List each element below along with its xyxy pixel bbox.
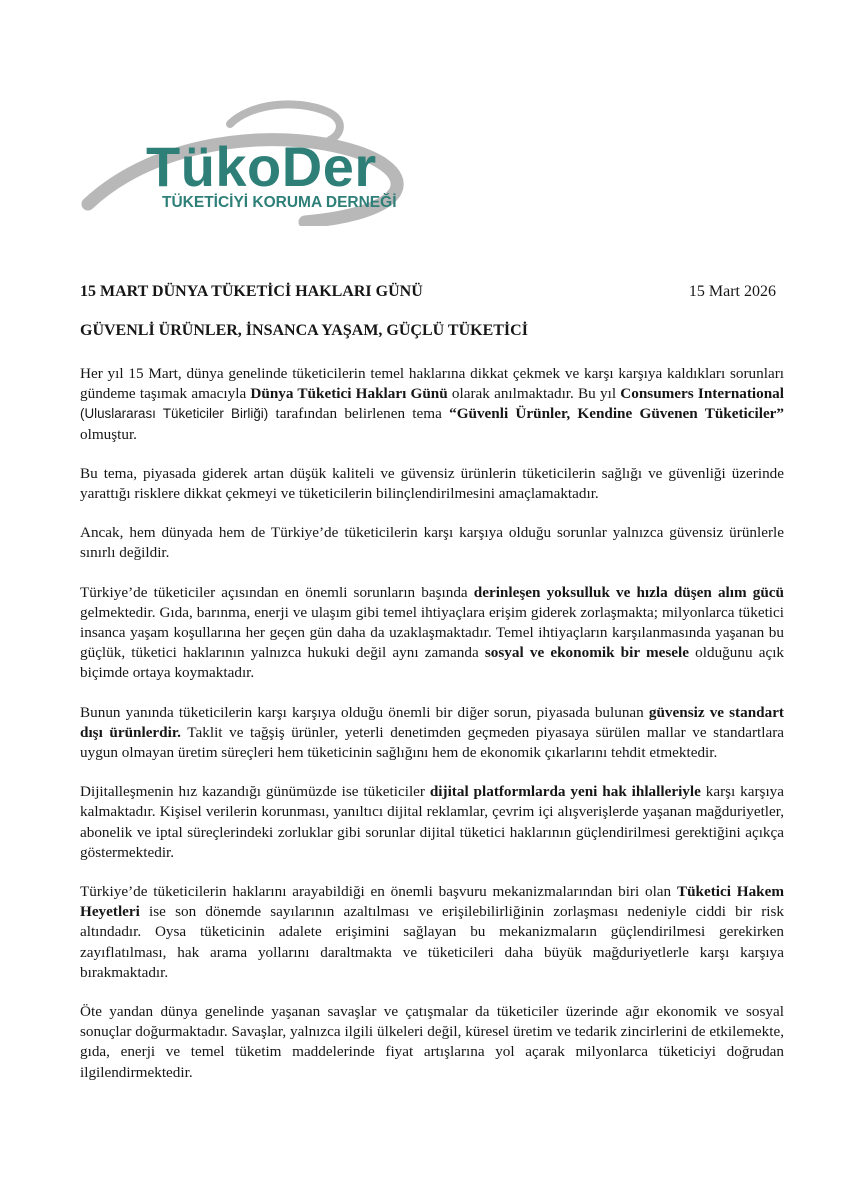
bold-run: “Güvenli Ürünler, Kendine Güvenen Tüketiciler” [449, 405, 785, 423]
text-run: Bunun yanında tüketicilerin karşı karşıya olduğu önemli bir diğer sorun, piyasada bulunan [80, 703, 649, 721]
bold-run: derinleşen yoksulluk ve hızla düşen alım gücü [473, 583, 784, 601]
text-run: olduğunu açık biçimde ortaya koymaktadır. [80, 644, 785, 682]
text-run: Her yıl 15 Mart, dünya genelinde tüketicilerin temel haklarına dikkat çekmek ve karşı karşıya kaldıkları sorunları gündeme taşımak amacıyla [80, 365, 784, 403]
text-run: Ancak, hem dünyada hem de Türkiye’de tüketicilerin karşı karşıya olduğu sorunlar yalnızca güvensiz ürünlerle sınırlı değildir. [80, 524, 784, 562]
paragraph-4 [80, 583, 784, 684]
paragraph-5 [80, 703, 784, 764]
bold-run: sosyal ve ekonomik bir mesele [484, 644, 689, 662]
bold-run: dijital platformlarda yeni hak ihlalleriyle [429, 783, 701, 801]
logo-wordmark: TükoDer [146, 135, 377, 198]
logo-tagline: TÜKETİCİYİ KORUMA DERNEĞİ [162, 194, 397, 211]
text-run: Türkiye’de tüketicilerin haklarını arayabildiği en önemli başvuru mekanizmalarından biri olan [80, 883, 677, 901]
tukoder-logo [80, 96, 460, 226]
document-header [80, 282, 780, 302]
sans-text-run: (Uluslararası Tüketiciler Birliği) [80, 406, 269, 422]
paragraph-1 [80, 364, 784, 445]
text-run: tarafından belirlenen tema [268, 405, 450, 423]
bold-run: Tüketici Hakem Heyetleri [80, 883, 784, 921]
text-run: gelmektedir. Gıda, barınma, enerji ve ulaşım gibi temel ihtiyaçlara erişim giderek zorlaşmakta; milyonlarca tüketici insanca yaşam koşullarına her geçen gün daha da uzaklaşmaktadır. Temel ihtiyaçların karşılanmasında yaşanan bu güçlük, tüketici haklarının yalnızca hukuki değil aynı zamanda [80, 603, 784, 662]
paragraph-2 [80, 464, 784, 504]
document-subtitle: GÜVENLİ ÜRÜNLER, İNSANCA YAŞAM, GÜÇLÜ TÜKETİCİ [80, 322, 528, 339]
logo-graphic [80, 96, 460, 226]
text-run: olarak anılmaktadır. Bu yıl [447, 385, 621, 403]
document-body [80, 364, 784, 1102]
text-run: Türkiye’de tüketiciler açısından en önemli sorunların başında [80, 583, 474, 601]
bold-run: Consumers International [620, 385, 784, 403]
text-run: olmuştur. [80, 425, 137, 443]
paragraph-6 [80, 782, 784, 863]
paragraph-7 [80, 882, 784, 983]
document-title: 15 MART DÜNYA TÜKETİCİ HAKLARI GÜNÜ [80, 283, 423, 300]
document-date: 15 Mart 2026 [688, 283, 776, 300]
text-run: Bu tema, piyasada giderek artan düşük kaliteli ve güvensiz ürünlerin tüketicilerin sağlığı ve güvenliği üzerinde yarattığı risklere dikkat çekmeyi ve tüketicilerin bilinçlendirilmesini amaçlamaktadır. [80, 464, 784, 503]
paragraph-8 [80, 1002, 784, 1083]
bold-run: güvensiz ve standart dışı ürünlerdir. [80, 703, 784, 741]
text-run: ise son dönemde sayılarının azaltılması ve erişilebilirliğinin zorlaşması nedeniyle ciddi bir risk altındadır. Oysa tüketicinin adalete erişimini sağlayan bu mekanizmaların güçlendirilmesi gerekirken zayıflatılması, hak arama yollarını daraltmakta ve tüketicileri daha büyük mağduriyetlerle karşı karşıya bırakmaktadır. [80, 903, 784, 981]
paragraph-3 [80, 523, 784, 563]
text-run: Taklit ve tağşiş ürünler, yeterli denetimden geçmeden piyasaya sürülen mallar ve standartlara uygun olmayan üretim süreçleri hem tüketicinin sağlığını hem de ekonomik çıkarlarını tehdit etmektedir. [80, 723, 784, 762]
bold-run: Dünya Tüketici Hakları Günü [250, 385, 448, 403]
text-run: Öte yandan dünya genelinde yaşanan savaşlar ve çatışmalar da tüketiciler üzerinde ağır ekonomik ve sosyal sonuçlar doğurmaktadır. Savaşlar, yalnızca ilgili ülkeleri değil, küresel üretim ve tedarik zincirlerini de etkilemekte, gıda, enerji ve temel tüketim maddelerinde fiyat artışlarına yol açarak milyonlarca tüketiciyi doğrudan ilgilendirmektedir. [80, 1003, 784, 1081]
text-run: Dijitalleşmenin hız kazandığı günümüzde ise tüketiciler [80, 783, 430, 801]
text-run: karşı karşıya kalmaktadır. Kişisel verilerin korunması, yanıltıcı dijital reklamlar, çevrim içi alışverişlerde yaşanan mağduriyetler, abonelik ve iptal süreçlerindeki zorluklar gibi sorunlar dijital tüketici haklarının güçlendirilmesi gerektiğini açıkça göstermektedir. [80, 783, 784, 861]
